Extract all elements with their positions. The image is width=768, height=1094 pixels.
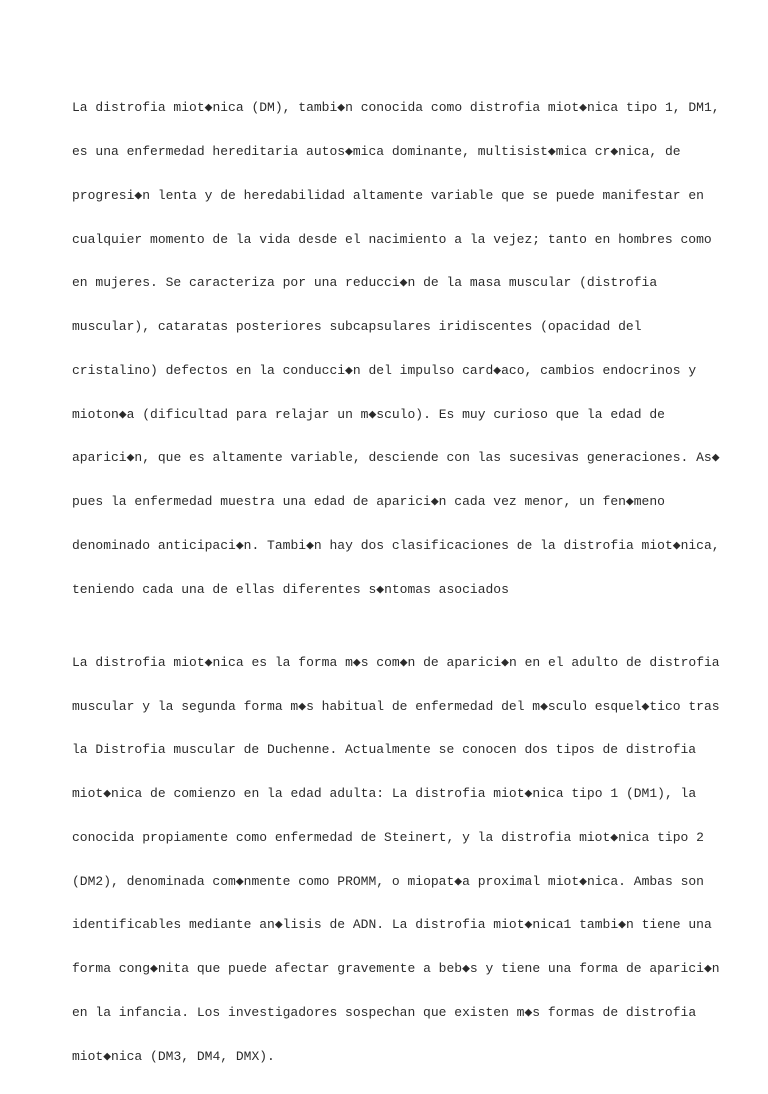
text-line: la Distrofia muscular de Duchenne. Actualmente se conocen dos tipos de distrofia xyxy=(72,742,697,758)
text-line: muscular), cataratas posteriores subcapsulares iridiscentes (opacidad del xyxy=(72,319,642,335)
document-page xyxy=(72,72,720,1094)
text-line: es una enfermedad hereditaria autos◆mica dominante, multisist◆mica cr◆nica, de xyxy=(72,143,681,159)
text-line: miot◆nica de comienzo en la edad adulta: La distrofia miot◆nica tipo 1 (DM1), la xyxy=(72,786,697,802)
text-line: mioton◆a (dificultad para relajar un m◆sculo). Es muy curioso que la edad de xyxy=(72,406,665,422)
text-line: muscular y la segunda forma m◆s habitual de enfermedad del m◆sculo esquel◆tico tras xyxy=(72,698,720,714)
text-line: cristalino) defectos en la conducci◆n del impulso card◆aco, cambios endocrinos y xyxy=(72,362,697,378)
text-line: en la infancia. Los investigadores sospechan que existen m◆s formas de distrofia xyxy=(72,1005,697,1020)
text-line: La distrofia miot◆nica es la forma m◆s com◆n de aparici◆n en el adulto de distrofia xyxy=(72,654,720,670)
text-line: pues la enfermedad muestra una edad de aparici◆n cada vez menor, un fen◆meno xyxy=(72,494,665,510)
text-line: progresi◆n lenta y de heredabilidad altamente variable que se puede manifestar en xyxy=(72,187,704,203)
text-line: conocida propiamente como enfermedad de Steinert, y la distrofia miot◆nica tipo 2 xyxy=(72,829,704,845)
text-line: denominado anticipaci◆n. Tambi◆n hay dos clasificaciones de la distrofia miot◆nica, xyxy=(72,538,720,553)
text-line: aparici◆n, que es altamente variable, desciende con las sucesivas generaciones. As◆ xyxy=(72,450,720,466)
text-line: teniendo cada una de ellas diferentes s◆ntomas asociados xyxy=(72,581,509,597)
paragraph-1 xyxy=(72,72,720,627)
text-line: (DM2), denominada com◆nmente como PROMM, o miopat◆a proximal miot◆nica. Ambas son xyxy=(72,873,704,889)
text-line: identificables mediante an◆lisis de ADN. La distrofia miot◆nica1 tambi◆n tiene una xyxy=(72,917,712,933)
text-line: forma cong◆nita que puede afectar gravemente a beb◆s y tiene una forma de aparici◆n xyxy=(72,961,720,977)
text-line: La distrofia miot◆nica (DM), tambi◆n conocida como distrofia miot◆nica tipo 1, DM1, xyxy=(72,100,720,116)
text-line: en mujeres. Se caracteriza por una reducci◆n de la masa muscular (distrofia xyxy=(72,275,658,291)
text-line: miot◆nica (DM3, DM4, DMX). xyxy=(72,1048,275,1064)
text-line: cualquier momento de la vida desde el nacimiento a la vejez; tanto en hombres como xyxy=(72,231,712,247)
